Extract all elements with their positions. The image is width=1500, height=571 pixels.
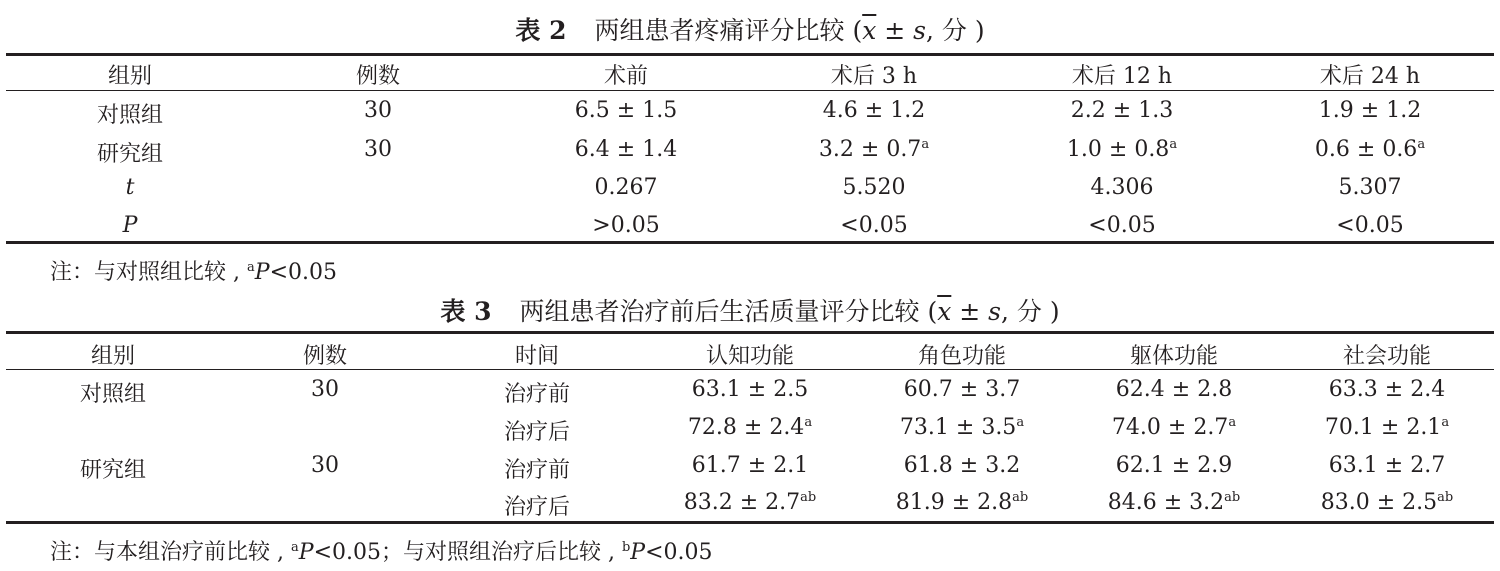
table3-n-cell: 30 [311, 453, 339, 478]
table3-caption-number: 表 3 [440, 297, 492, 326]
table3-time-cell: 治疗前 [503, 458, 571, 483]
table3-value-cell: 81.9 ± 2.8$^{ab}$ [895, 490, 1029, 515]
table3-value-cell: 62.4 ± 2.8 [1115, 377, 1233, 402]
table3-header-cell: 例数 [302, 344, 348, 369]
table3-n-cell: 30 [311, 377, 339, 402]
table2-value-cell: 6.4 ± 1.4 [574, 137, 678, 162]
table2-group-cell: 研究组 [96, 142, 164, 167]
table3-time-cell: 治疗后 [503, 420, 571, 445]
table3-value-cell: 70.1 ± 2.1$^a$ [1324, 415, 1450, 440]
table2-value-cell: 3.2 ± 0.7$^a$ [818, 137, 930, 162]
table2-value-cell: 2.2 ± 1.3 [1070, 98, 1174, 123]
table2-header-cell: 术后 12 h [1071, 64, 1173, 89]
table2-header-cell: 例数 [355, 64, 401, 89]
table2-value-cell: 1.0 ± 0.8$^a$ [1066, 137, 1178, 162]
table2-value-cell: 4.6 ± 1.2 [822, 98, 926, 123]
table3-time-cell: 治疗前 [503, 382, 571, 407]
table2-bottom-rule [6, 241, 1494, 244]
table3-value-cell: 73.1 ± 3.5$^a$ [899, 415, 1025, 440]
table3-header-cell: 社会功能 [1342, 344, 1432, 369]
table2-value-cell: <0.05 [1336, 213, 1404, 238]
table2-n-cell: 30 [364, 137, 392, 162]
table3-value-cell: 72.8 ± 2.4$^a$ [687, 415, 813, 440]
table3-value-cell: 83.0 ± 2.5$^{ab}$ [1320, 490, 1454, 515]
table2-value-cell: 4.306 [1090, 175, 1154, 200]
table3-value-cell: 60.7 ± 3.7 [903, 377, 1021, 402]
table2-caption: 表 2 两组患者疼痛评分比较 ($\overline{x} \pm s$, 分 ) [515, 16, 985, 45]
table2-stat-label: P [122, 213, 138, 238]
table2-group-cell: 对照组 [96, 103, 164, 128]
table3-bottom-rule [6, 521, 1494, 524]
table3-header-cell: 时间 [514, 344, 560, 369]
table2-value-cell: 5.520 [842, 175, 906, 200]
table3-note: 注：与本组治疗前比较 , $^a$P<0.05；与对照组治疗后比较 , $^b$P<0.05 [50, 540, 713, 565]
table2-value-cell: 0.6 ± 0.6$^a$ [1314, 137, 1426, 162]
table2-value-cell: >0.05 [592, 213, 660, 238]
table2-header-cell: 术前 [603, 64, 649, 89]
table2-header-cell: 组别 [107, 64, 153, 89]
table3-header-cell: 认知功能 [705, 344, 795, 369]
table3-group-cell: 研究组 [79, 458, 147, 483]
table3-value-cell: 83.2 ± 2.7$^{ab}$ [683, 490, 817, 515]
table3-header-cell: 组别 [90, 344, 136, 369]
table2-top-rule [6, 53, 1494, 56]
table3-top-rule [6, 331, 1494, 334]
table3-value-cell: 63.1 ± 2.5 [691, 377, 809, 402]
table2-value-cell: 5.307 [1338, 175, 1402, 200]
table3-value-cell: 74.0 ± 2.7$^a$ [1111, 415, 1237, 440]
table2-header-rule [6, 90, 1494, 91]
table3-header-cell: 躯体功能 [1129, 344, 1219, 369]
table2-header-cell: 术后 3 h [830, 64, 918, 89]
table2-value-cell: 6.5 ± 1.5 [574, 98, 678, 123]
table2-value-cell: <0.05 [840, 213, 908, 238]
table2-value-cell: <0.05 [1088, 213, 1156, 238]
table3-value-cell: 63.3 ± 2.4 [1328, 377, 1446, 402]
table2-n-cell: 30 [364, 98, 392, 123]
table2-stat-label: t [125, 175, 135, 200]
table3-value-cell: 84.6 ± 3.2$^{ab}$ [1107, 490, 1241, 515]
table2-value-cell: 0.267 [594, 175, 658, 200]
table2-note: 注：与对照组比较 , $^a$P<0.05 [50, 260, 337, 285]
table3-value-cell: 61.8 ± 3.2 [903, 453, 1021, 478]
table3-value-cell: 63.1 ± 2.7 [1328, 453, 1446, 478]
table3-value-cell: 62.1 ± 2.9 [1115, 453, 1233, 478]
table3-group-cell: 对照组 [79, 382, 147, 407]
table3-time-cell: 治疗后 [503, 495, 571, 520]
table3-header-cell: 角色功能 [917, 344, 1007, 369]
table3-header-rule [6, 369, 1494, 370]
table3-value-cell: 61.7 ± 2.1 [691, 453, 809, 478]
table2-header-cell: 术后 24 h [1319, 64, 1421, 89]
table3-caption: 表 3 两组患者治疗前后生活质量评分比较 ($\overline{x} \pm s$, 分 ) [440, 297, 1060, 326]
table2-caption-number: 表 2 [515, 16, 567, 45]
table2-value-cell: 1.9 ± 1.2 [1318, 98, 1422, 123]
